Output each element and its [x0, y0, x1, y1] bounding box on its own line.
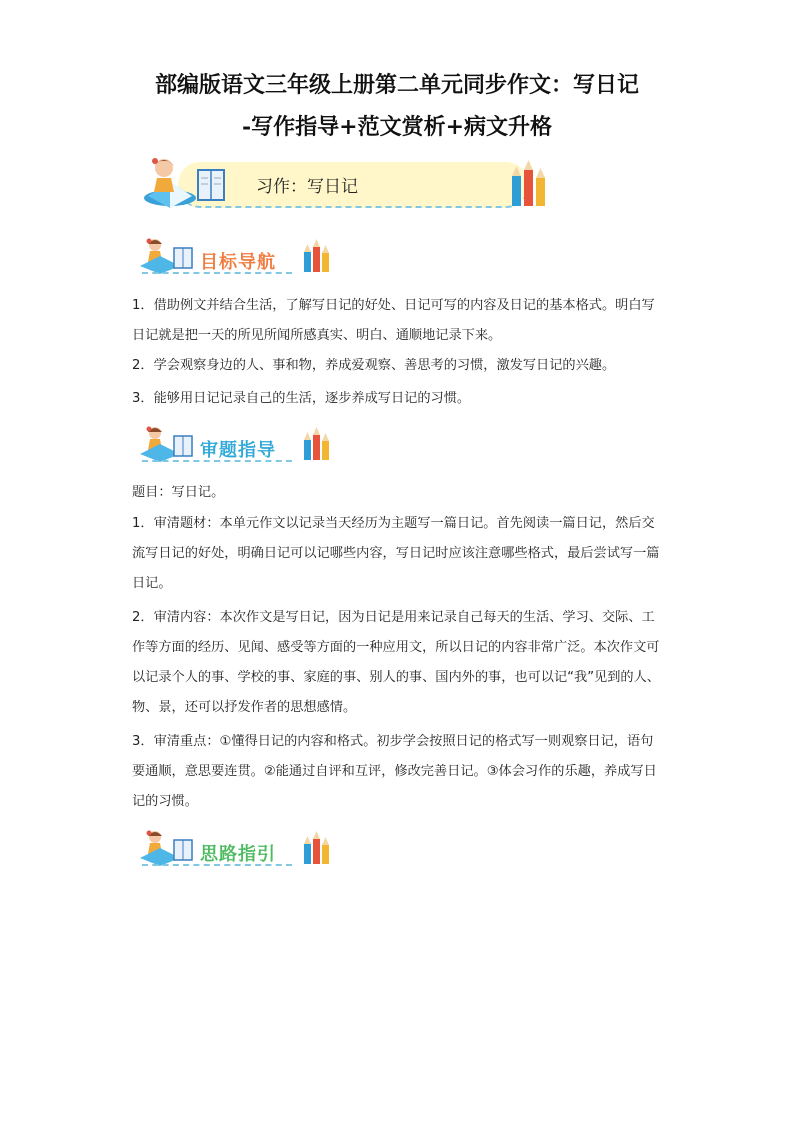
pencils-icon — [302, 238, 332, 274]
section-title: 审题指导 — [200, 440, 276, 461]
goal-item-1: 1．借助例文并结合生活，了解写日记的好处、日记可写的内容及日记的基本格式。明白写日记就是把一天的所见所闻所感真实、明白、通顺地记录下来。 — [132, 298, 655, 343]
section-title: 目标导航 — [200, 252, 276, 273]
section-header-review — [138, 424, 338, 468]
reading-girl-icon — [138, 828, 194, 868]
reading-girl-icon — [140, 152, 230, 214]
review-point-2: 2．审清内容：本次作文是写日记，因为日记是用来记录自己每天的生活、学习、交际、工作等方面的经历、见闻、感受等方面的一种应用文，所以日记的内容非常广泛。本次作文可以记录个人的事、学校的事、家庭的事、别人的事、国内外的事，也可以记“我”见到的人、物、景，还可以抒发作者的思想感情。 — [132, 610, 660, 715]
goal-item-3: 3．能够用日记记录自己的生活，逐步养成写日记的习惯。 — [132, 391, 471, 406]
document-title-line-2: -写作指导+范文赏析+病文升格 — [242, 114, 552, 140]
reading-girl-icon — [138, 424, 194, 464]
review-point-3: 3．审清重点：①懂得日记的内容和格式。初步学会按照日记的格式写一则观察日记，语句要通顺，意思要连贯。②能通过自评和互评，修改完善日记。③体会习作的乐趣，养成写日记的习惯。 — [132, 734, 657, 809]
pencils-icon — [302, 830, 332, 866]
goal-item-2: 2．学会观察身边的人、事和物，养成爱观察、善思考的习惯，激发写日记的兴趣。 — [132, 358, 616, 373]
review-point-1: 1．审清题材：本单元作文以记录当天经历为主题写一篇日记。首先阅读一篇日记，然后交流写日记的好处，明确日记可以记哪些内容，写日记时应该注意哪些格式，最后尝试写一篇日记。 — [132, 516, 660, 591]
review-topic: 题目：写日记。 — [132, 485, 225, 500]
pencils-icon — [302, 426, 332, 462]
section-title: 思路指引 — [200, 844, 276, 865]
pencils-icon — [508, 158, 548, 208]
section-header-ideas — [138, 828, 338, 872]
reading-girl-icon — [138, 236, 194, 276]
banner-label: 习作：写日记 — [256, 177, 358, 197]
section-header-goals — [138, 236, 338, 280]
topic-banner — [140, 152, 550, 214]
document-title-line-1: 部编版语文三年级上册第二单元同步作文：写日记 — [154, 72, 639, 98]
